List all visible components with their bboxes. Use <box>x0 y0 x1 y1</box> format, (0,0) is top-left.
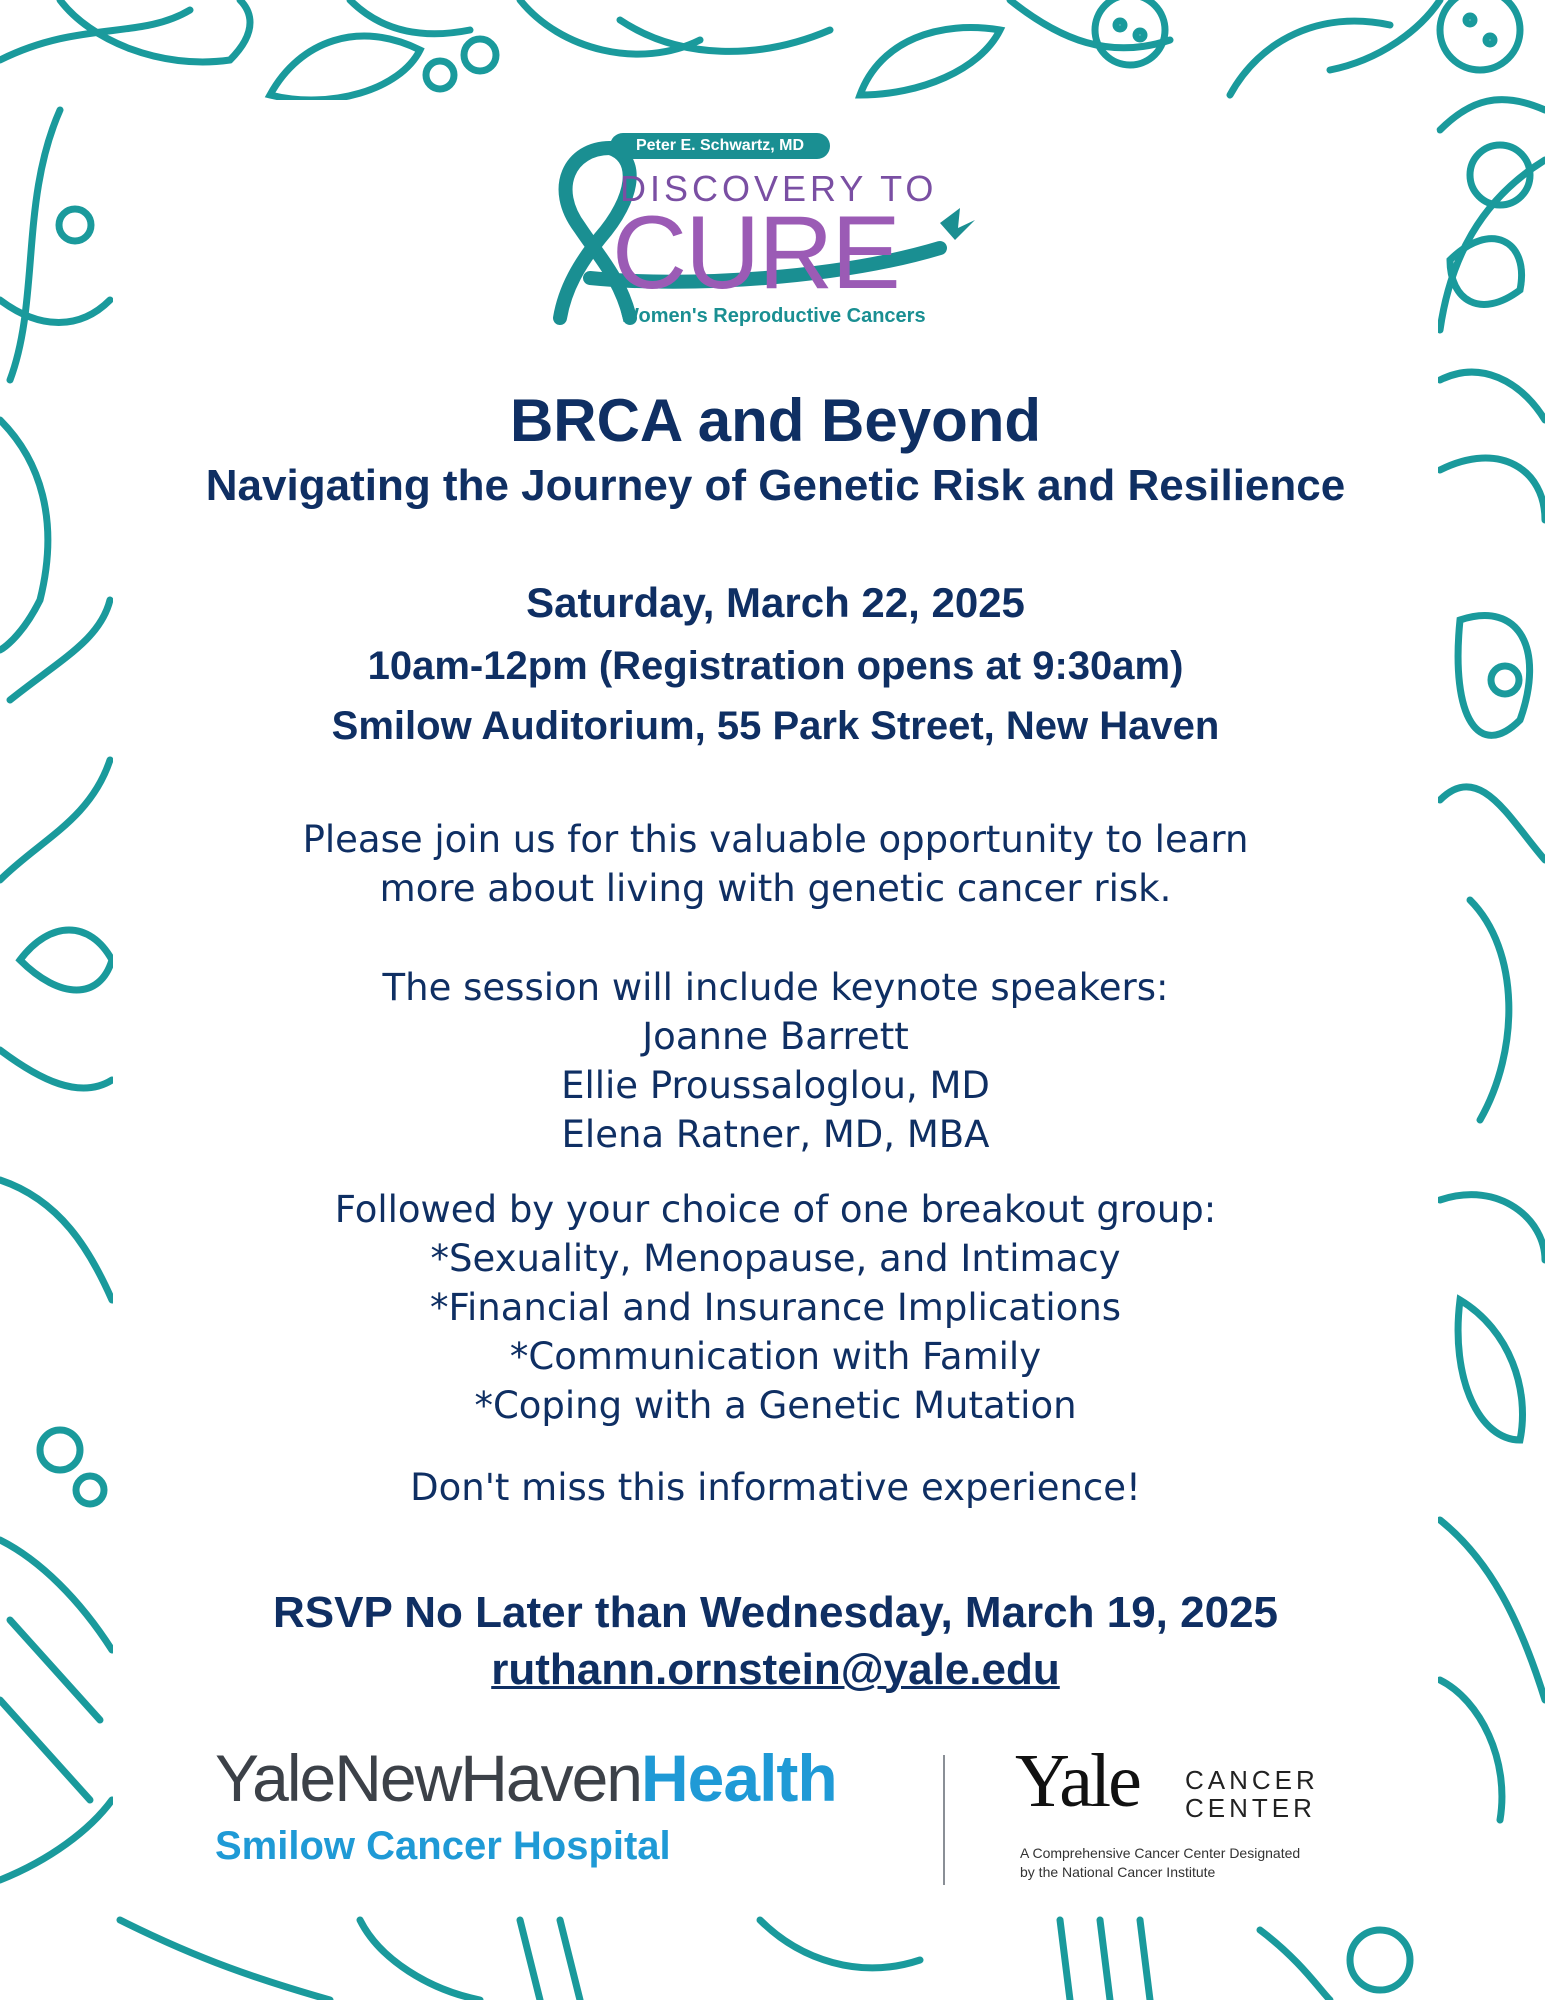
yale-new-haven-health-logo <box>215 1742 837 1869</box>
event-subtitle: Navigating the Journey of Genetic Risk and Resilience <box>205 461 1346 510</box>
breakout-item: *Financial and Insurance Implications <box>429 1286 1122 1329</box>
logo-tagline: Women's Reproductive Cancers <box>620 305 926 327</box>
logo-badge: Peter E. Schwartz, MD <box>610 133 830 159</box>
designation-line: A Comprehensive Cancer Center Designated <box>1020 1845 1301 1861</box>
rsvp-email <box>113 1644 1438 1696</box>
rsvp-deadline: RSVP No Later than Wednesday, March 19, 2025 <box>272 1588 1279 1637</box>
breakout-item: *Communication with Family <box>509 1335 1042 1378</box>
cancer-center-wordmark <box>1185 1766 1319 1822</box>
speakers-heading: The session will include keynote speakers: <box>382 966 1169 1009</box>
event-time: 10am-12pm (Registration opens at 9:30am) <box>367 644 1184 688</box>
breakouts-heading: Followed by your choice of one breakout group: <box>334 1188 1217 1231</box>
ynhh-wordmark-part2: Health <box>641 1741 837 1815</box>
breakouts-section <box>113 1185 1438 1430</box>
logo-line-discovery: DISCOVERY TO <box>620 168 938 209</box>
logo-divider <box>943 1755 945 1885</box>
logo-line-cure: CURE <box>612 195 899 311</box>
ynhh-wordmark <box>215 1742 837 1814</box>
ynhh-wordmark-part1: YaleNewHaven <box>215 1741 642 1815</box>
designation-line: by the National Cancer Institute <box>1020 1864 1216 1880</box>
discovery-to-cure-logo <box>540 128 1010 333</box>
designation-text <box>1020 1844 1300 1882</box>
hospital-name: Smilow Cancer Hospital <box>215 1824 671 1868</box>
event-date: Saturday, March 22, 2025 <box>526 579 1025 626</box>
event-location: Smilow Auditorium, 55 Park Street, New Haven <box>331 704 1220 748</box>
speaker-name: Joanne Barrett <box>642 1015 909 1058</box>
cancer-word: CANCER <box>1185 1765 1319 1795</box>
speaker-name: Ellie Proussaloglou, MD <box>561 1064 990 1107</box>
closing-line: Don't miss this informative experience! <box>410 1466 1141 1509</box>
center-word: CENTER <box>1185 1793 1316 1823</box>
intro-line: Please join us for this valuable opportunity to learn <box>302 818 1249 861</box>
breakout-item: *Sexuality, Menopause, and Intimacy <box>430 1237 1121 1280</box>
intro-paragraph <box>113 815 1438 913</box>
rsvp-email-link[interactable]: ruthann.ornstein@yale.edu <box>491 1645 1060 1694</box>
event-title: BRCA and Beyond <box>509 387 1042 454</box>
speaker-name: Elena Ratner, MD, MBA <box>561 1113 990 1156</box>
breakout-item: *Coping with a Genetic Mutation <box>474 1384 1077 1427</box>
intro-line: more about living with genetic cancer risk. <box>379 867 1172 910</box>
speakers-section <box>113 963 1438 1159</box>
yale-wordmark: Yale <box>1015 1739 1139 1823</box>
